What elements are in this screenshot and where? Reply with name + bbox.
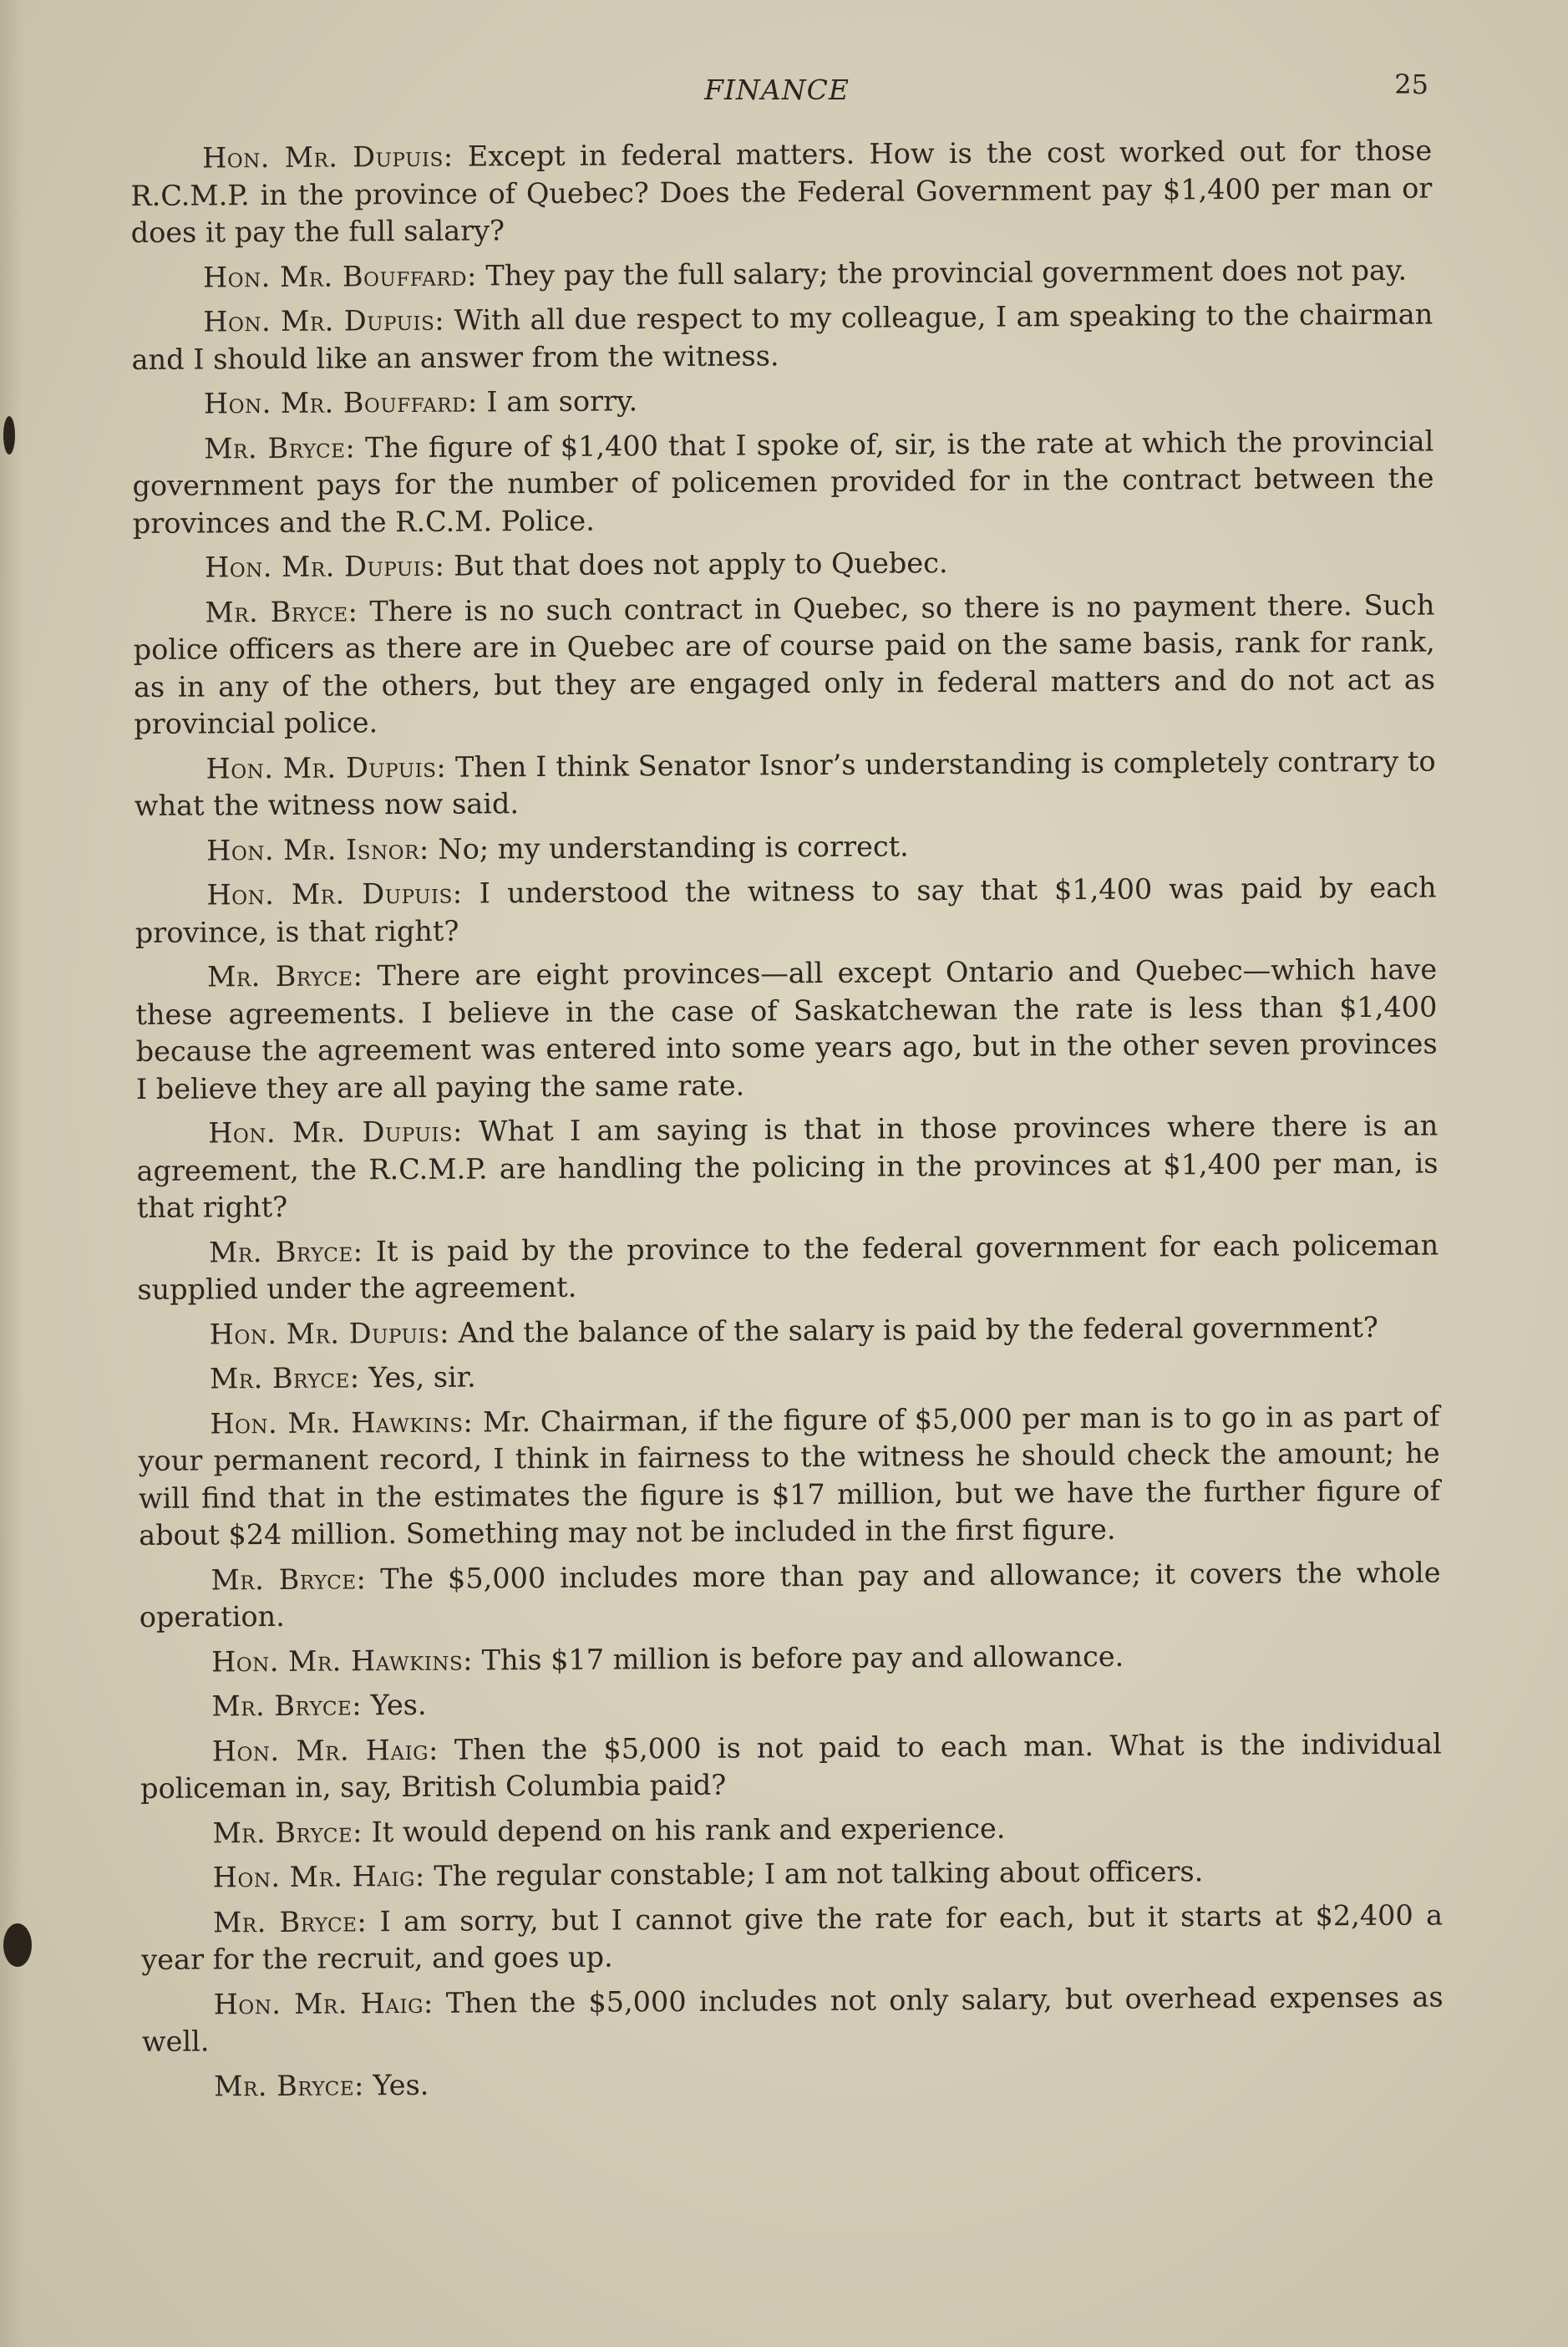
speech-text: It would depend on his rank and experience. bbox=[362, 1811, 1006, 1848]
transcript-paragraph bbox=[134, 869, 1437, 952]
speech-text: Yes. bbox=[361, 1688, 427, 1722]
speech-text: Then I think Senator Isnor’s understanding is completely contrary to what the witness now said. bbox=[134, 744, 1436, 822]
speaker-name: Hon. Mr. Haig: bbox=[212, 1859, 425, 1894]
speech-text: The regular constable; I am not talking about officers. bbox=[424, 1855, 1204, 1892]
transcript-paragraph bbox=[141, 1979, 1444, 2061]
transcript-paragraph bbox=[139, 1554, 1441, 1637]
speech-text: And the balance of the salary is paid by the federal government? bbox=[449, 1310, 1378, 1349]
running-title: FINANCE bbox=[704, 74, 850, 106]
speaker-name: Mr. Bryce: bbox=[206, 959, 363, 993]
speaker-name: Hon. Mr. Dupuis: bbox=[206, 750, 447, 785]
speech-text: But that does not apply to Quebec. bbox=[444, 546, 948, 582]
transcript-paragraph bbox=[131, 251, 1433, 297]
speaker-name: Mr. Bryce: bbox=[211, 1689, 363, 1723]
speech-text: The $5,000 includes more than pay and allowance; it covers the whole operation. bbox=[139, 1555, 1441, 1633]
transcript-paragraph bbox=[134, 743, 1436, 826]
transcript-paragraph bbox=[130, 132, 1433, 251]
transcript-paragraph bbox=[140, 1807, 1442, 1852]
speaker-name: Hon. Mr. Dupuis: bbox=[205, 549, 445, 584]
speech-text: Yes, sir. bbox=[359, 1360, 476, 1394]
transcript-paragraph bbox=[138, 1353, 1439, 1398]
page-number: 25 bbox=[1394, 69, 1428, 100]
speaker-name: Mr. Bryce: bbox=[211, 1562, 367, 1596]
speaker-name: Mr. Bryce: bbox=[209, 1361, 360, 1395]
speaker-name: Mr. Bryce: bbox=[212, 1815, 363, 1849]
speech-text: Yes. bbox=[363, 2068, 429, 2101]
transcript-paragraph bbox=[132, 423, 1434, 542]
transcript-paragraph bbox=[138, 1398, 1440, 1555]
ink-spot bbox=[3, 416, 15, 455]
speech-text: They pay the full salary; the provincial government does not pay. bbox=[476, 253, 1408, 292]
transcript-body bbox=[130, 132, 1444, 2112]
transcript-paragraph bbox=[141, 1852, 1443, 1897]
transcript-paragraph bbox=[138, 1308, 1439, 1354]
speaker-name: Hon. Mr. Dupuis: bbox=[202, 140, 454, 175]
transcript-paragraph bbox=[140, 1636, 1441, 1681]
speech-text: What I am saying is that in those provinces where there is an agreement, the R.C.M.P. are handling the policing in the provinces at $1,400 per man, is that right? bbox=[136, 1109, 1439, 1224]
speaker-name: Mr. Bryce: bbox=[212, 1904, 368, 1938]
transcript-paragraph bbox=[135, 951, 1438, 1108]
transcript-paragraph bbox=[133, 587, 1435, 744]
transcript-paragraph bbox=[140, 1680, 1441, 1725]
speaker-name: Mr. Bryce: bbox=[209, 1234, 363, 1268]
speech-text: I am sorry, but I cannot give the rate for each, but it starts at $2,400 a year for the recruit, and goes up. bbox=[141, 1897, 1444, 1976]
speech-text: Except in federal matters. How is the cost worked out for those R.C.M.P. in the province of Quebec? Does the Federal Government pay $1,400 per man or does it pay the full salary? bbox=[130, 134, 1433, 249]
transcript-paragraph bbox=[131, 296, 1434, 378]
speaker-name: Mr. Bryce: bbox=[214, 2068, 364, 2102]
speaker-name: Hon. Mr. Bouffard: bbox=[202, 258, 477, 293]
binding-edge bbox=[0, 0, 23, 2347]
speaker-name: Hon. Mr. Bouffard: bbox=[203, 385, 478, 420]
transcript-paragraph bbox=[132, 378, 1434, 423]
transcript-paragraph bbox=[136, 1107, 1439, 1227]
speech-text: It is paid by the province to the federal government for each policeman supplied under the agreement. bbox=[137, 1227, 1439, 1306]
transcript-paragraph bbox=[142, 2060, 1444, 2106]
speaker-name: Hon. Mr. Dupuis: bbox=[208, 1115, 464, 1150]
speech-text: The figure of $1,400 that I spoke of, sir, is the rate at which the provincial government pays for the number of policemen provided for in the contract between the provinces and the R.C.M. Police. bbox=[132, 424, 1434, 540]
ink-spot bbox=[3, 1923, 32, 1967]
speech-text: With all due respect to my colleague, I am speaking to the chairman and I should like an answer from the witness. bbox=[131, 297, 1434, 376]
speech-text: This $17 million is before pay and allowance. bbox=[472, 1639, 1124, 1677]
transcript-paragraph bbox=[133, 541, 1434, 587]
speech-text: Then the $5,000 is not paid to each man. What is the individual policeman in, say, British Columbia paid? bbox=[140, 1726, 1442, 1805]
speaker-name: Hon. Mr. Dupuis: bbox=[203, 303, 445, 338]
speech-text: I am sorry. bbox=[477, 384, 638, 419]
transcript-paragraph bbox=[140, 1725, 1443, 1808]
speaker-name: Hon. Mr. Dupuis: bbox=[209, 1316, 450, 1350]
speaker-name: Hon. Mr. Hawkins: bbox=[211, 1643, 474, 1678]
speech-text: There is no such contract in Quebec, so there is no payment there. Such police officers as there are in Quebec are of course paid on the same basis, rank for rank, as in any of the others, but they are engaged only in federal matters and do not act as provincial police. bbox=[133, 587, 1436, 740]
transcript-paragraph bbox=[137, 1227, 1439, 1309]
speech-text: No; my understanding is correct. bbox=[429, 829, 909, 866]
speaker-name: Hon. Mr. Isnor: bbox=[206, 832, 429, 866]
page-header bbox=[125, 69, 1428, 119]
transcript-paragraph bbox=[141, 1897, 1444, 1979]
speaker-name: Hon. Mr. Hawkins: bbox=[210, 1405, 474, 1440]
speech-text: Then the $5,000 includes not only salary, but overhead expenses as well. bbox=[141, 1979, 1444, 2058]
speaker-name: Mr. Bryce: bbox=[204, 430, 356, 465]
speaker-name: Hon. Mr. Haig: bbox=[213, 1986, 434, 2020]
speech-text: Mr. Chairman, if the figure of $5,000 per man is to go in as part of your permanent record, I think in fairness to the witness he should check the amount; he will find that in the estimates the figure is $17 million, but we have the further figure of about $24 million. Something may not be included in the first figure. bbox=[138, 1399, 1441, 1552]
speaker-name: Mr. Bryce: bbox=[205, 594, 358, 628]
speech-text: I understood the witness to say that $1,400 was paid by each province, is that right? bbox=[134, 871, 1437, 949]
transcript-paragraph bbox=[134, 825, 1436, 870]
speaker-name: Hon. Mr. Dupuis: bbox=[206, 876, 463, 912]
speech-text: There are eight provinces—all except Ontario and Quebec—which have these agreements. I believe in the case of Saskatchewan the rate is less than $1,400 because the agreement was entered into some years ago, but in the other seven provinces I believe they are all paying the same rate. bbox=[135, 953, 1438, 1105]
speaker-name: Hon. Mr. Haig: bbox=[211, 1733, 439, 1767]
